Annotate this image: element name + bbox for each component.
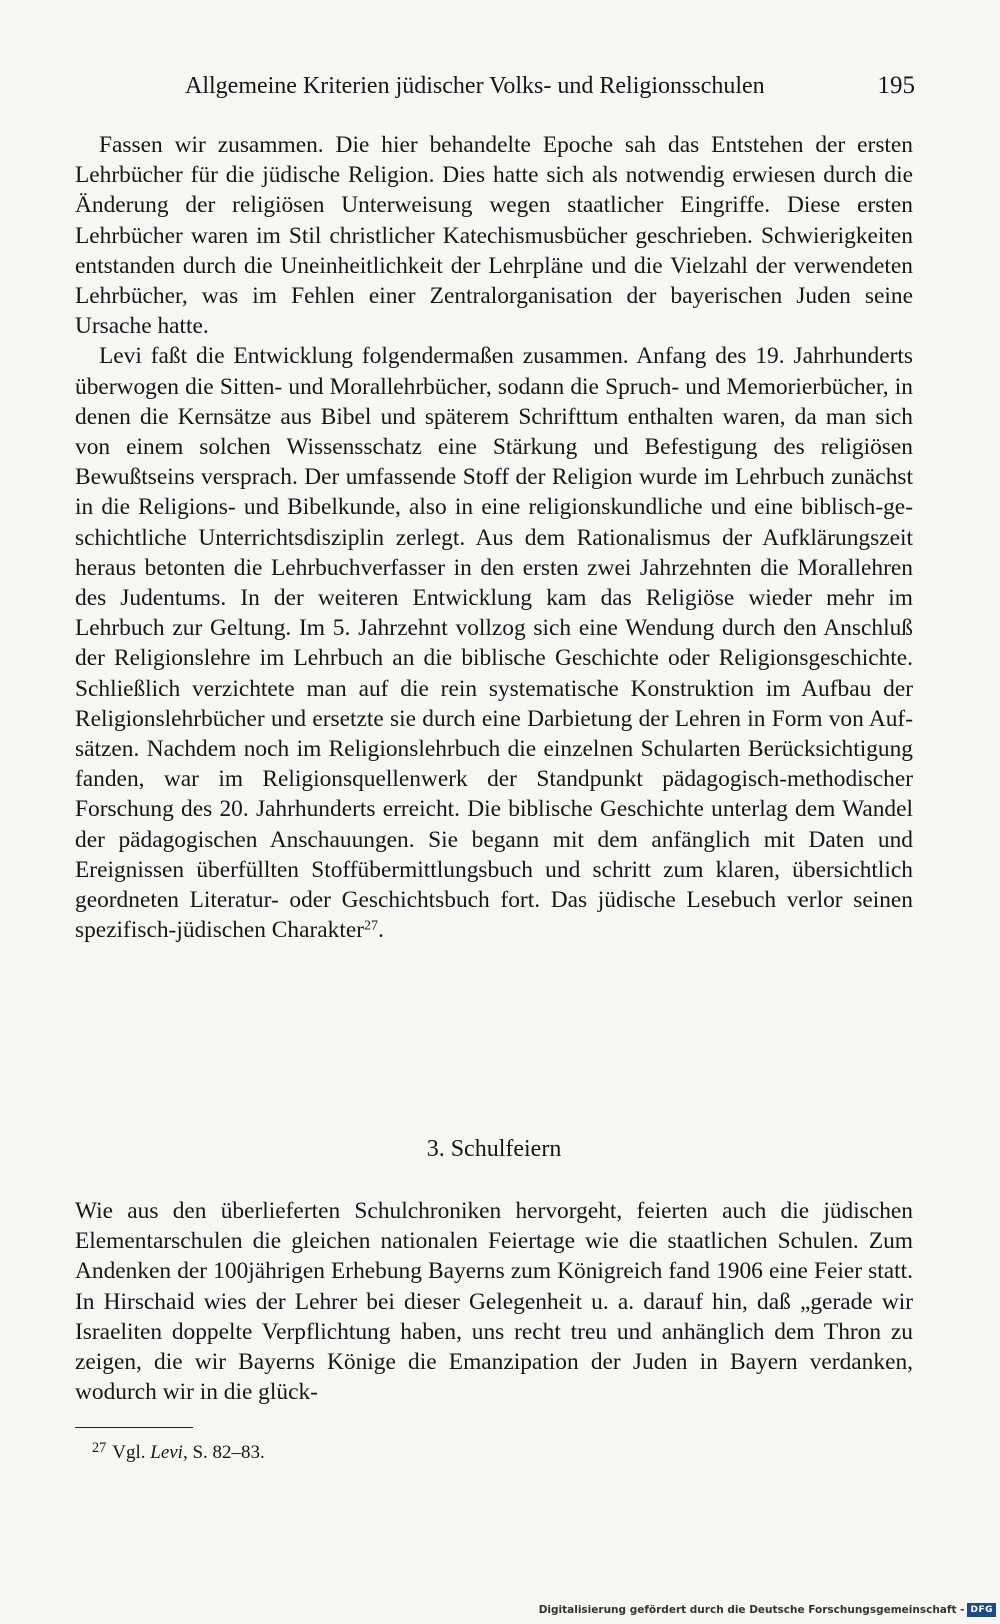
paragraph-text: Levi faßt die Entwicklung folgendermaßen zusammen. Anfang des 19. Jahrhunderts überwogen die Sitten- und Morallehrbücher, sodann die Spruch- und Memorierbücher, in denen die Kernsätze aus Bibel und späterem Schrifttum enthalten waren, da man sich von einem solchen Wissensschatz eine Stärkung und Befestigung des religiösen Bewußtseins versprach. Der umfassende Stoff der Religion wurde im Lehrbuch zunächst in die Religions- und Bibelkunde, also in eine religionskundliche und eine biblisch-geschichtliche Unterrichtsdisziplin zerlegt. Aus dem Rationalismus der Aufklärungszeit heraus betonten die Lehrbuchverfasser in den ersten zwei Jahrzehnten die Morallehren des Judentums. In der weiteren Entwicklung kam das Religiöse wieder mehr im Lehrbuch zur Geltung. Im 5. Jahrzehnt vollzog sich eine Wendung durch den Anschluß der Religionslehre im Lehrbuch an die biblische Geschichte oder Religionsgeschichte. Schließlich verzichtete man auf die rein systematische Konstruktion im Aufbau der Religionslehrbücher und ersetzte sie durch eine Darbietung der Lehren in Form von Aufsätzen. Nachdem noch im Religionslehrbuch die einzelnen Schularten Berücksichtigung fanden, war im Religionsquellenwerk der Standpunkt pädagogisch-methodischer Forschung des 20. Jahrhunderts erreicht. Die biblische Geschichte unterlag dem Wandel der pädagogischen Anschauungen. Sie begann mit dem anfänglich mit Daten und Ereignissen überfüllten Stoffübermittlungsbuch und schritt zum klaren, übersichtlich geordneten Literatur- oder Geschichtsbuch fort. Das jüdische Lesebuch verlor seinen spezifisch-jüdischen Charakter <box>75 343 913 944</box>
footnote-reference[interactable]: 27 <box>364 917 379 934</box>
running-title: Allgemeine Kriterien jüdischer Volks- und Religionsschulen <box>185 73 765 99</box>
paragraph-end-punctuation: . <box>378 917 384 944</box>
footnote-author: Levi <box>150 1442 183 1463</box>
footnote-suffix: , S. 82–83. <box>182 1442 265 1463</box>
footnote-prefix: Vgl. <box>112 1442 151 1463</box>
credit-text: Digitalisierung gefördert durch die Deutsche Forschungsgemeinschaft - <box>538 1604 965 1616</box>
footnote-divider <box>75 1427 193 1428</box>
paragraph-summary: Fassen wir zusammen. Die hier behandelte Epoche sah das Entstehen der ersten Lehrbücher für die jüdische Religion. Dies hatte sich als notwendig erwiesen durch die Änderung der religiösen Unterweisung wegen staatlicher Eingriffe. Diese ersten Lehrbücher waren im Stil christlicher Katechismusbücher geschrieben. Schwierigkeiten entstanden durch die Uneinheitlichkeit der Lehrpläne und die Vielzahl der verwendeten Lehrbücher, was im Fehlen einer Zentralorganisation der bayerischen Juden seine Ursache hatte. <box>75 132 913 340</box>
dfg-logo: DFG <box>967 1603 996 1617</box>
paragraph-levi-development <box>75 341 913 945</box>
footnote <box>92 1440 265 1466</box>
paragraph-schulfeiern: Wie aus den überlieferten Schulchroniken hervorgeht, feierten auch die jüdischen Elementarschulen die gleichen nationalen Feiertage wie die staatlichen Schulen. Zum Andenken der 100jährigen Erhebung Bayerns zum Königreich fand 1906 eine Feier statt. In Hirschaid wies der Lehrer bei dieser Gelegenheit u. a. darauf hin, daß „gerade wir Israeliten doppelte Verpflichtung haben, uns recht treu und anhänglich dem Thron zu zeigen, die wir Bayerns Könige die Emanzipation der Juden in Bayern verdanken, wodurch wir in die glück- <box>75 1198 913 1406</box>
digitization-credit <box>539 1602 996 1618</box>
footnote-number: 27 <box>92 1440 107 1457</box>
running-header <box>75 70 915 102</box>
page-number: 195 <box>877 72 915 99</box>
body-text <box>75 130 913 945</box>
section-body <box>75 1196 913 1407</box>
section-heading: 3. Schulfeiern <box>426 1136 562 1162</box>
